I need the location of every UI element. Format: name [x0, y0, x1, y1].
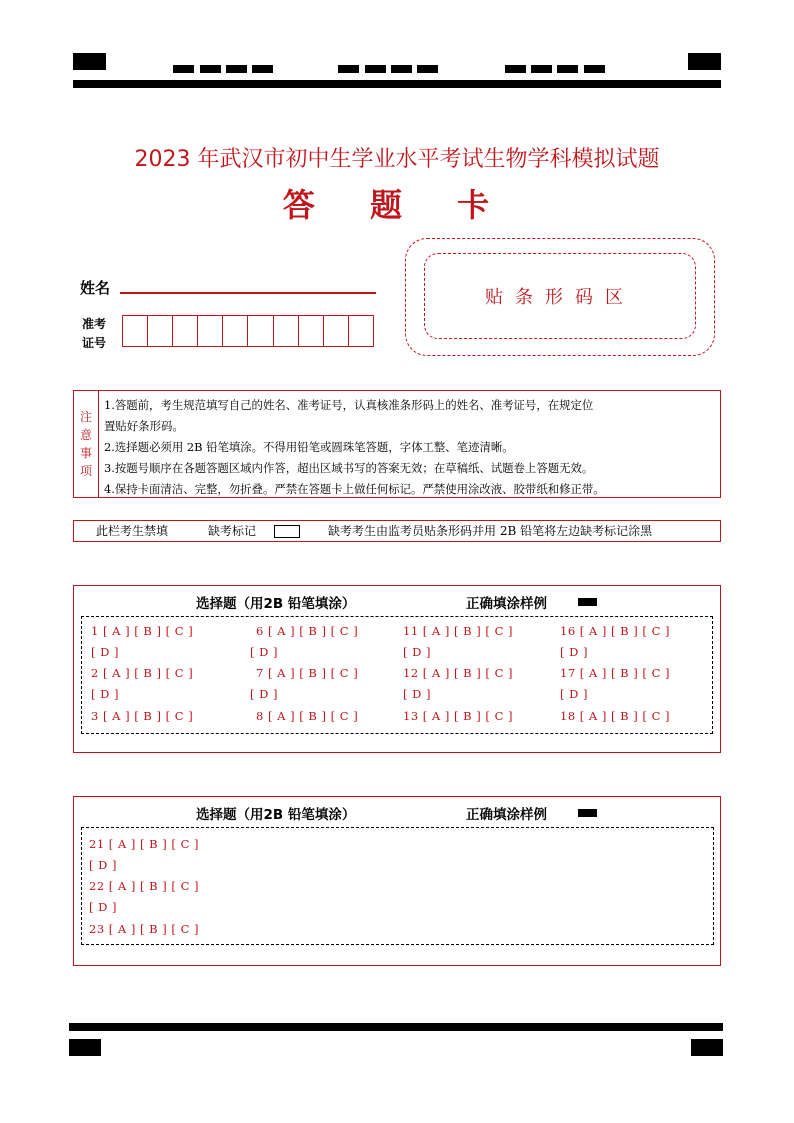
- card-subtitle: 答 题 卡: [282, 186, 512, 224]
- timing-mark: [417, 65, 438, 73]
- notice-side-char: 意: [79, 428, 92, 442]
- answer-options[interactable]: 17 [ A ] [ B ] [ C ]: [560, 666, 671, 680]
- notice-box: [73, 390, 721, 498]
- absent-mark-box[interactable]: [274, 525, 300, 538]
- notice-line: 4.保持卡面清洁、完整，勿折叠。严禁在答题卡上做任何标记。严禁使用涂改液、胶带纸和修正带。: [104, 482, 605, 496]
- answer-options[interactable]: [ D ]: [91, 645, 120, 659]
- absent-instruction: 缺考考生由监考员贴条形码并用 2B 铅笔将左边缺考标记涂黑: [328, 524, 653, 538]
- answer-options[interactable]: [ D ]: [91, 687, 120, 701]
- notice-side-char: 项: [79, 464, 92, 478]
- no-fill-text: 此栏考生禁填: [96, 524, 169, 538]
- notice-side-char: 事: [79, 446, 92, 460]
- timing-mark: [173, 65, 194, 73]
- timing-mark: [365, 65, 386, 73]
- exam-id-grid[interactable]: [122, 315, 374, 347]
- notice-side-char: 注: [79, 410, 92, 424]
- answer-options[interactable]: 22 [ A ] [ B ] [ C ]: [89, 879, 200, 893]
- timing-mark: [557, 65, 578, 73]
- answer-options[interactable]: 1 [ A ] [ B ] [ C ]: [91, 624, 194, 638]
- page-title: 2023 年武汉市初中生学业水平考试生物学科模拟试题: [134, 147, 660, 172]
- id-digit-cell[interactable]: [324, 316, 349, 346]
- answer-options[interactable]: [ D ]: [250, 687, 279, 701]
- timing-mark: [200, 65, 221, 73]
- notice-line: 3.按题号顺序在各题答题区域内作答，超出区域书写的答案无效；在草稿纸、试题卷上答题无效。: [104, 461, 594, 475]
- corner-mark-top-right: [688, 53, 721, 70]
- choice-section-2: [73, 796, 721, 966]
- choice-section-1: [73, 585, 721, 753]
- answer-options[interactable]: 11 [ A ] [ B ] [ C ]: [403, 624, 514, 638]
- timing-mark: [584, 65, 605, 73]
- answer-options[interactable]: [ D ]: [89, 858, 118, 872]
- answer-options[interactable]: [ D ]: [403, 687, 432, 701]
- answer-options[interactable]: 12 [ A ] [ B ] [ C ]: [403, 666, 514, 680]
- section-heading: 选择题（用2B 铅笔填涂）: [196, 807, 356, 823]
- id-digit-cell[interactable]: [299, 316, 324, 346]
- id-digit-cell[interactable]: [248, 316, 273, 346]
- answer-options[interactable]: 7 [ A ] [ B ] [ C ]: [256, 666, 359, 680]
- answer-options[interactable]: [ D ]: [403, 645, 432, 659]
- id-digit-cell[interactable]: [148, 316, 173, 346]
- answer-options[interactable]: 16 [ A ] [ B ] [ C ]: [560, 624, 671, 638]
- id-digit-cell[interactable]: [274, 316, 299, 346]
- absent-mark-label: 缺考标记: [208, 524, 257, 538]
- corner-mark-bottom-right: [691, 1039, 723, 1056]
- name-label: 姓名: [80, 279, 111, 297]
- filled-sample-mark: [578, 809, 597, 817]
- filled-sample-mark: [578, 598, 597, 606]
- id-digit-cell[interactable]: [349, 316, 373, 346]
- barcode-area[interactable]: 贴条形码区: [424, 253, 696, 339]
- timing-mark: [252, 65, 273, 73]
- answer-options[interactable]: 2 [ A ] [ B ] [ C ]: [91, 666, 194, 680]
- answer-options[interactable]: 13 [ A ] [ B ] [ C ]: [403, 709, 514, 723]
- id-digit-cell[interactable]: [223, 316, 248, 346]
- id-label-line1: 准考: [82, 317, 107, 331]
- notice-lines: [104, 395, 716, 500]
- notice-side-label: [74, 391, 99, 497]
- id-label-line2: 证号: [82, 336, 107, 350]
- corner-mark-bottom-left: [69, 1039, 101, 1056]
- top-rule: [73, 80, 721, 88]
- notice-line: 置贴好条形码。: [104, 419, 184, 433]
- answer-options[interactable]: 18 [ A ] [ B ] [ C ]: [560, 709, 671, 723]
- answer-options[interactable]: 23 [ A ] [ B ] [ C ]: [89, 922, 200, 936]
- answer-options[interactable]: [ D ]: [89, 900, 118, 914]
- answer-options[interactable]: 21 [ A ] [ B ] [ C ]: [89, 837, 200, 851]
- answer-options[interactable]: 3 [ A ] [ B ] [ C ]: [91, 709, 194, 723]
- corner-mark-top-left: [73, 53, 106, 70]
- timing-mark: [338, 65, 359, 73]
- notice-line: 1.答题前，考生规范填写自己的姓名、准考证号，认真核准条形码上的姓名、准考证号，在规定位: [104, 398, 594, 412]
- timing-mark: [391, 65, 412, 73]
- timing-mark: [505, 65, 526, 73]
- answer-options[interactable]: [ D ]: [560, 645, 589, 659]
- timing-mark: [531, 65, 552, 73]
- notice-line: 2.选择题必须用 2B 铅笔填涂。不得用铅笔或圆珠笔答题，字体工整、笔迹清晰。: [104, 440, 514, 454]
- answer-options[interactable]: [ D ]: [560, 687, 589, 701]
- answer-options[interactable]: 6 [ A ] [ B ] [ C ]: [256, 624, 359, 638]
- sample-label: 正确填涂样例: [466, 807, 547, 823]
- id-digit-cell[interactable]: [198, 316, 223, 346]
- id-digit-cell[interactable]: [123, 316, 148, 346]
- absent-row: [73, 520, 721, 542]
- sample-label: 正确填涂样例: [466, 596, 547, 612]
- name-field[interactable]: [120, 291, 376, 294]
- answer-options[interactable]: [ D ]: [250, 645, 279, 659]
- timing-mark: [226, 65, 247, 73]
- id-digit-cell[interactable]: [173, 316, 198, 346]
- section-heading: 选择题（用2B 铅笔填涂）: [196, 596, 356, 612]
- answer-options[interactable]: 8 [ A ] [ B ] [ C ]: [256, 709, 359, 723]
- bottom-rule: [69, 1023, 723, 1031]
